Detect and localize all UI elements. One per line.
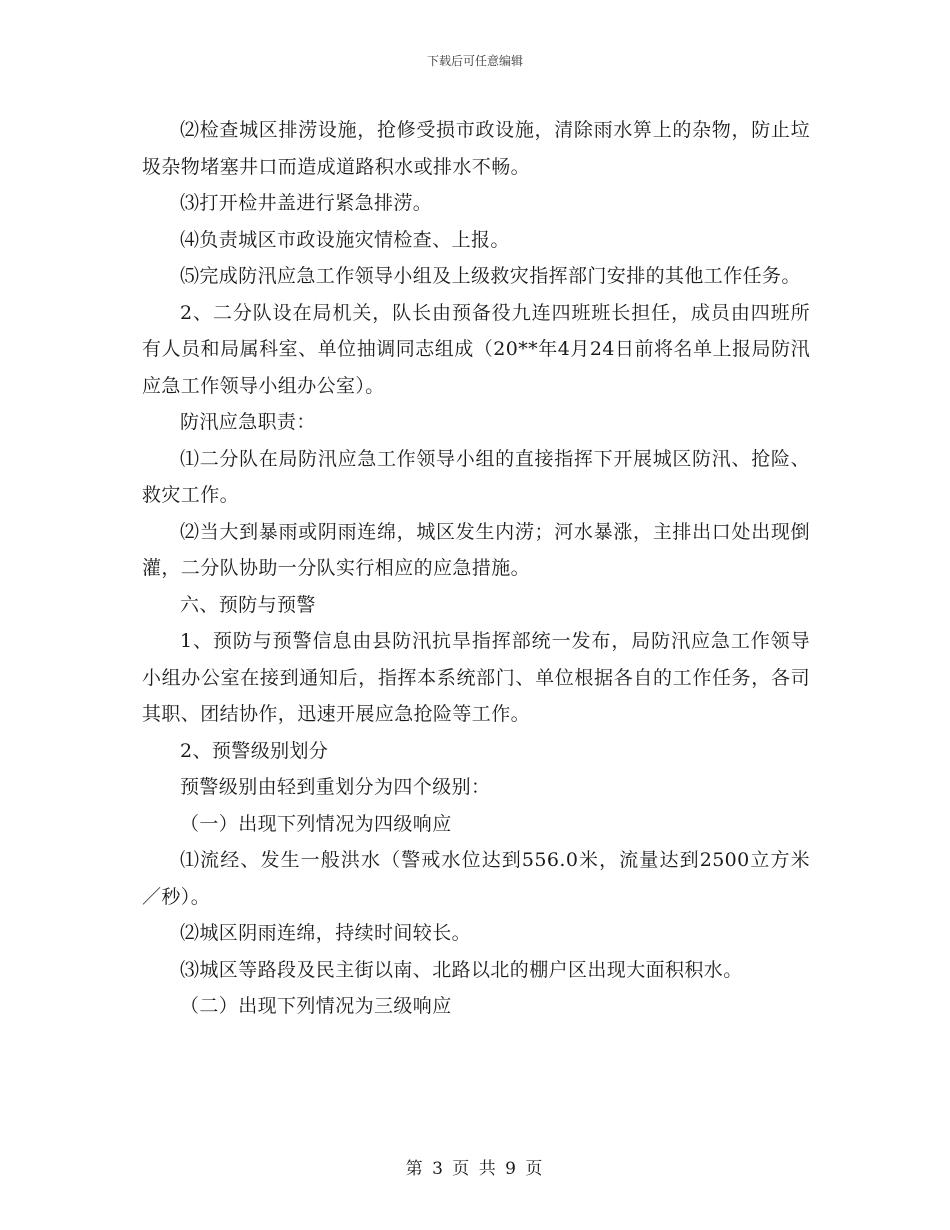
paragraph: ⑵城区阴雨连绵，持续时间较长。 bbox=[180, 922, 472, 944]
level-heading: （二）出现下列情况为三级响应 bbox=[180, 995, 452, 1017]
paragraph: 防汛应急职责： bbox=[180, 411, 316, 433]
subsection-heading: 2、预警级别划分 bbox=[180, 739, 329, 762]
paragraph: ⑵检查城区排涝设施，抢修受损市政设施，清除雨水箅上的杂物，防止垃圾杂物堵塞井口而造成道路积水或排水不畅。 bbox=[142, 119, 810, 178]
paragraph: 1、预防与预警信息由县防汛抗旱指挥部统一发布，局防汛应急工作领导小组办公室在接到通知后，指挥本系统部门、单位根据各自的工作任务，各司其职、团结协作，迅速开展应急抢险等工作。 bbox=[142, 630, 810, 725]
document-body bbox=[142, 112, 810, 1025]
section-heading: 六、预防与预警 bbox=[180, 593, 316, 616]
paragraph: ⑴二分队在局防汛应急工作领导小组的直接指挥下开展城区防汛、抢险、救灾工作。 bbox=[142, 447, 810, 506]
page-header: 下载后可任意编辑 bbox=[426, 54, 523, 68]
paragraph: ⑶打开检井盖进行紧急排涝。 bbox=[180, 192, 433, 214]
paragraph: ⑵当大到暴雨或阴雨连绵，城区发生内涝；河水暴涨，主排出口处出现倒灌，二分队协助一分队实行相应的应急措施。 bbox=[142, 520, 810, 579]
paragraph: ⑴流经、发生一般洪水（警戒水位达到556.0米，流量达到2500立方米／秒）。 bbox=[142, 849, 810, 908]
paragraph: 2、二分队设在局机关，队长由预备役九连四班班长担任，成员由四班所有人员和局属科室、单位抽调同志组成（20**年4月24日前将名单上报局防汛应急工作领导小组办公室）。 bbox=[142, 301, 810, 397]
paragraph: 预警级别由轻到重划分为四个级别： bbox=[180, 776, 491, 798]
paragraph: ⑶城区等路段及民主街以南、北路以北的棚户区出现大面积积水。 bbox=[180, 958, 743, 981]
page-number-footer: 第 3 页 共 9 页 bbox=[405, 1159, 545, 1179]
level-heading: （一）出现下列情况为四级响应 bbox=[180, 812, 452, 835]
paragraph: ⑷负责城区市政设施灾情检查、上报。 bbox=[180, 228, 510, 251]
paragraph: ⑸完成防汛应急工作领导小组及上级救灾指挥部门安排的其他工作任务。 bbox=[180, 265, 801, 287]
